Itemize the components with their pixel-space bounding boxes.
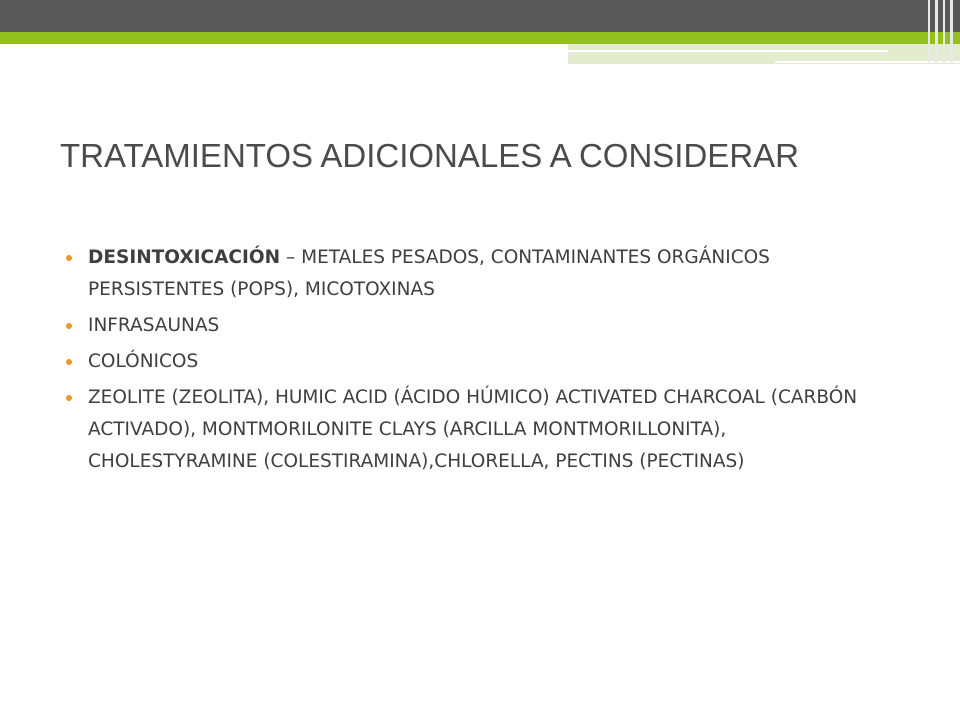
bullet-strong-text: DESINTOXICACIÓN — [88, 247, 281, 268]
bullet-text: INFRASAUNAS — [88, 315, 220, 336]
header-divider-line — [775, 61, 960, 63]
bullet-item — [60, 346, 890, 378]
header-stripe — [950, 0, 953, 64]
header-stripe — [928, 0, 930, 64]
header-accent-band — [0, 32, 960, 44]
bullet-text: COLÓNICOS — [88, 351, 199, 372]
bullet-dot-icon — [66, 255, 72, 261]
bullet-item — [60, 382, 890, 478]
bullet-item — [60, 242, 890, 306]
bullet-dot-icon — [66, 359, 72, 365]
header-stripe — [935, 0, 938, 64]
bullet-list — [60, 242, 890, 482]
header-divider-line — [568, 50, 888, 52]
bullet-item — [60, 310, 890, 342]
bullet-text: – METALES PESADOS, CONTAMINANTES ORGÁNICOS PERSISTENTES (POPS), MICOTOXINAS — [88, 247, 770, 300]
header-bar — [0, 0, 960, 32]
bullet-dot-icon — [66, 395, 72, 401]
slide-title: TRATAMIENTOS ADICIONALES A CONSIDERAR — [60, 137, 799, 174]
header-stripe — [943, 0, 945, 64]
bullet-dot-icon — [66, 323, 72, 329]
bullet-text: ZEOLITE (ZEOLITA), HUMIC ACID (ÁCIDO HÚMICO) ACTIVATED CHARCOAL (CARBÓN ACTIVADO), MONTMORILONITE CLAYS (ARCILLA MONTMORILLONITA), CHOLESTYRAMINE (COLESTIRAMINA),CHLORELLA, PECTINS (PECTINAS) — [88, 387, 858, 472]
